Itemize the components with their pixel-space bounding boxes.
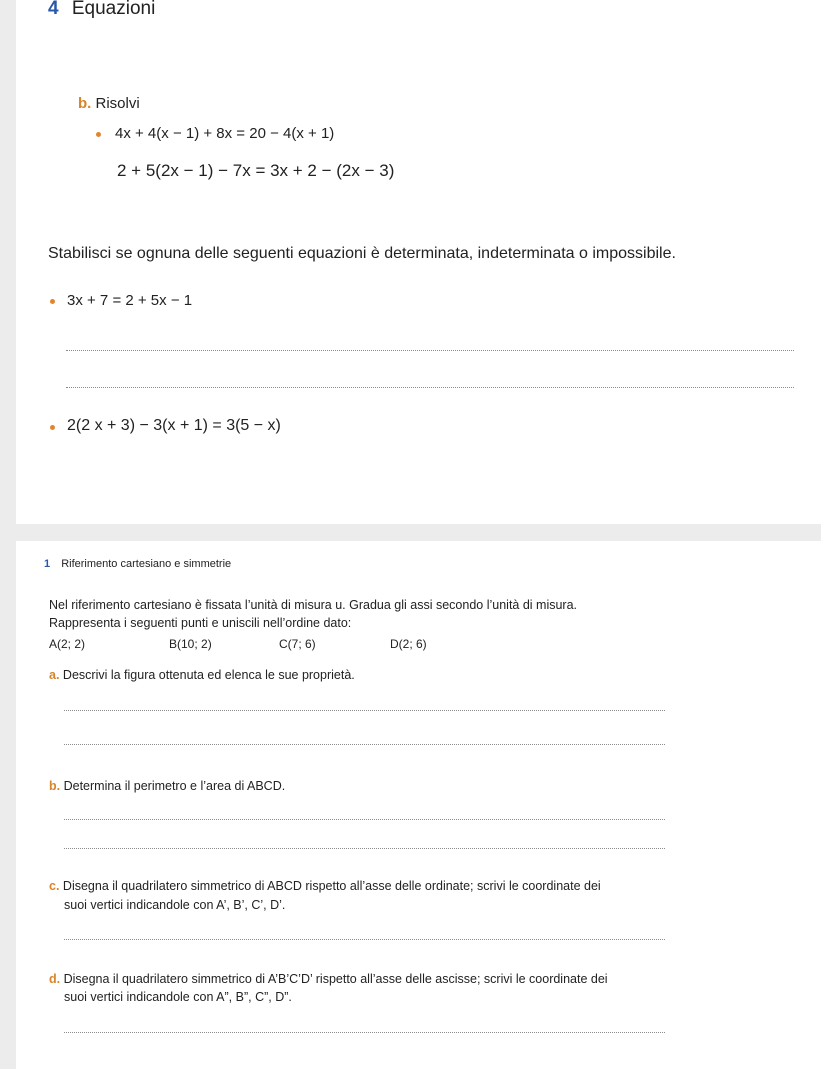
section-title: Equazioni	[71, 0, 156, 19]
part-b-label: Risolvi	[95, 95, 140, 112]
question-a-letter: a.	[49, 668, 60, 682]
question-b-text: Determina il perimetro e l’area di ABCD.	[63, 779, 286, 793]
question-c-line-1: Disegna il quadrilatero simmetrico di ABCD rispetto all’asse delle ordinate; scrivi le coordinate dei	[62, 879, 601, 893]
question-a	[49, 668, 355, 682]
point-d: D(2; 6)	[390, 637, 427, 651]
part-b-letter: b.	[78, 95, 92, 112]
answer-line[interactable]	[64, 710, 665, 711]
answer-line[interactable]	[64, 939, 665, 940]
worksheet-page-riferimento	[16, 541, 821, 1069]
bullet-icon	[96, 132, 101, 137]
section-number: 1	[44, 558, 51, 570]
question-d-line-2: suoi vertici indicandole con A”, B”, C”, D”.	[64, 990, 292, 1004]
equation-item-2: 2(2 x + 3) − 3(x + 1) = 3(5 − x)	[67, 417, 281, 434]
answer-line[interactable]	[66, 387, 794, 388]
part-b-heading	[78, 95, 140, 112]
equation-item-1: 3x + 7 = 2 + 5x − 1	[67, 292, 193, 309]
section-number: 4	[48, 0, 59, 19]
question-d-line-1: Disegna il quadrilatero simmetrico di A’B’C’D’ rispetto all’asse delle ascisse; scrivi le coordinate dei	[63, 972, 608, 986]
question-c-line-2: suoi vertici indicandole con A’, B’, C’, D’.	[64, 898, 286, 912]
equation-2: 2 + 5(2x − 1) − 7x = 3x + 2 − (2x − 3)	[117, 161, 395, 180]
section-heading	[44, 558, 231, 570]
question-c-letter: c.	[49, 879, 60, 893]
answer-line[interactable]	[64, 819, 665, 820]
answer-line[interactable]	[64, 744, 665, 745]
question-d-letter: d.	[49, 972, 61, 986]
bullet-icon	[50, 299, 55, 304]
section-heading	[48, 0, 155, 20]
answer-line[interactable]	[64, 848, 665, 849]
question-b	[49, 779, 285, 793]
instruction-line-1: Nel riferimento cartesiano è fissata l’unità di misura u. Gradua gli assi secondo l’unità di misura.	[49, 598, 578, 612]
worksheet-page-equazioni	[16, 0, 821, 524]
section-title: Riferimento cartesiano e simmetrie	[61, 558, 232, 570]
instruction-text: Stabilisci se ognuna delle seguenti equazioni è determinata, indeterminata o impossibile.	[48, 245, 676, 262]
instruction-line-2: Rappresenta i seguenti punti e uniscili nell’ordine dato:	[49, 616, 352, 630]
question-b-letter: b.	[49, 779, 61, 793]
point-c: C(7; 6)	[279, 637, 316, 651]
question-c	[49, 879, 601, 893]
answer-line[interactable]	[66, 350, 794, 351]
bullet-icon	[50, 425, 55, 430]
answer-line[interactable]	[64, 1032, 665, 1033]
point-a: A(2; 2)	[49, 637, 86, 651]
question-a-text: Descrivi la figura ottenuta ed elenca le sue proprietà.	[62, 668, 355, 682]
equation-1: 4x + 4(x − 1) + 8x = 20 − 4(x + 1)	[115, 125, 335, 142]
question-d	[49, 972, 608, 986]
point-b: B(10; 2)	[169, 637, 212, 651]
